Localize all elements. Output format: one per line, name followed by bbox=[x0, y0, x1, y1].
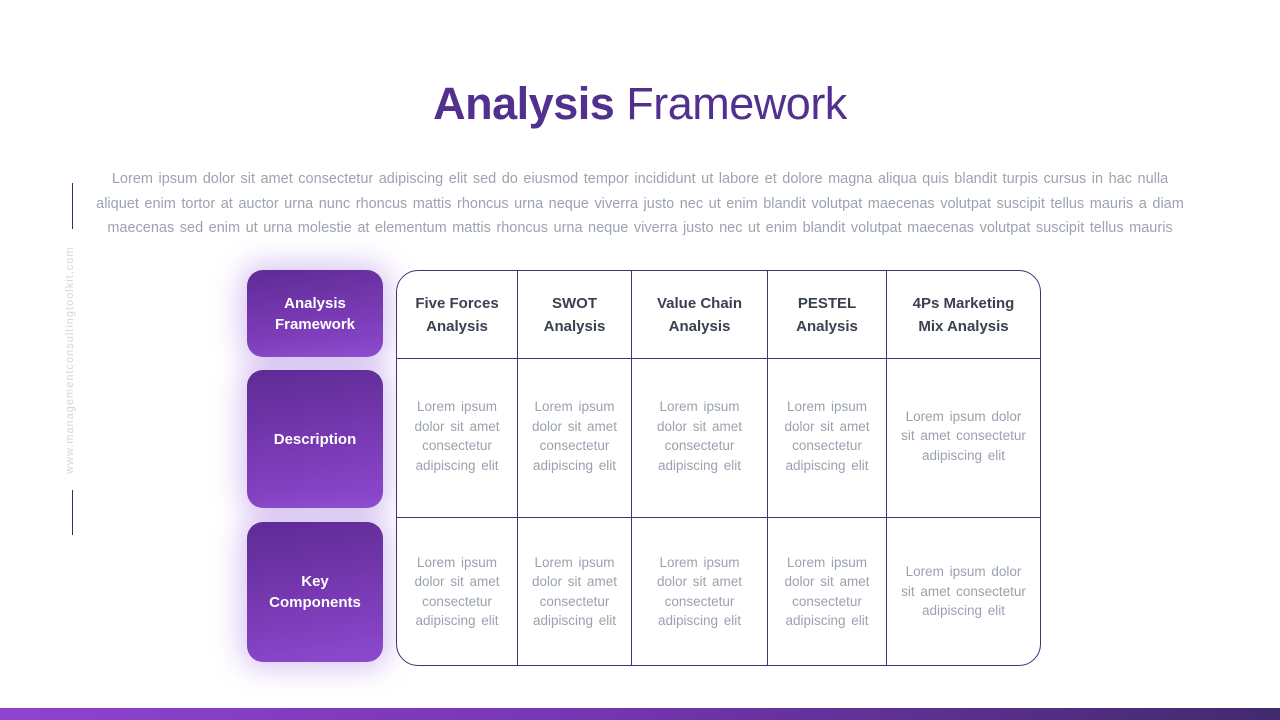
intro-line: Lorem ipsum dolor sit amet consectetur adipiscing elit sed do eiusmod tempor incididunt ut labore et dolore magna aliqua quis blandit turpis cursus in hac nulla bbox=[111, 171, 1169, 187]
cell-text: Lorem ipsum dolor sit amet consectetur adipiscing elit bbox=[901, 408, 1026, 463]
intro-line: aliquet enim tortor at auctor urna nunc rhoncus mattis rhoncus urna neque viverra justo nec ut enim blandit volutpat maecenas volutpat suscipit tellus mauris a diam bbox=[96, 195, 1184, 212]
row-label-text: Key Components bbox=[269, 573, 361, 611]
footer-accent-bar bbox=[0, 708, 1280, 720]
cell-text: Lorem ipsum dolor sit amet consectetur adipiscing elit bbox=[784, 399, 870, 473]
column-header-swot: SWOT Analysis bbox=[518, 271, 632, 359]
cell-text: Lorem ipsum dolor sit amet consectetur adipiscing elit bbox=[531, 554, 618, 628]
cell-text: Lorem ipsum dolor sit amet consectetur adipiscing elit bbox=[531, 399, 618, 473]
cell-text: Lorem ipsum dolor sit amet consectetur adipiscing elit bbox=[656, 554, 743, 628]
page-title-emphasis: Analysis bbox=[433, 78, 615, 129]
cell-text: Lorem ipsum dolor sit amet consectetur adipiscing elit bbox=[901, 564, 1026, 619]
table-cell bbox=[518, 359, 632, 518]
cell-text: Lorem ipsum dolor sit amet consectetur adipiscing elit bbox=[784, 554, 870, 628]
column-header-4ps: 4Ps Marketing Mix Analysis bbox=[887, 271, 1040, 359]
table-cell bbox=[397, 518, 518, 665]
watermark-rule-bottom bbox=[72, 490, 73, 535]
intro-line: maecenas sed enim ut urna molestie at elementum mattis rhoncus urna neque viverra justo nec ut enim blandit volutpat maecenas volutpat suscipit tellus mauris bbox=[107, 220, 1173, 236]
table-cell bbox=[632, 518, 768, 665]
framework-table bbox=[396, 270, 1041, 666]
cell-text: Lorem ipsum dolor sit amet consectetur adipiscing elit bbox=[414, 399, 500, 473]
table-cell bbox=[768, 359, 887, 518]
row-label-description bbox=[247, 370, 383, 508]
watermark-url: www.managementconsultingtoolkit.com bbox=[64, 246, 76, 474]
row-label-text: Analysis Framework bbox=[274, 294, 356, 333]
intro-paragraph bbox=[0, 167, 1280, 241]
row-label-text: Description bbox=[273, 430, 357, 448]
table-cell bbox=[518, 518, 632, 665]
column-header-value-chain: Value Chain Analysis bbox=[632, 271, 768, 359]
row-label-analysis-framework bbox=[247, 270, 383, 357]
table-cell bbox=[397, 359, 518, 518]
table-cell bbox=[887, 359, 1040, 518]
watermark-rule-top bbox=[72, 183, 73, 229]
table-cell bbox=[632, 359, 768, 518]
row-label-key-components bbox=[247, 522, 383, 662]
cell-text: Lorem ipsum dolor sit amet consectetur adipiscing elit bbox=[656, 399, 743, 473]
table-cell bbox=[768, 518, 887, 665]
page-title bbox=[0, 78, 1280, 130]
cell-text: Lorem ipsum dolor sit amet consectetur adipiscing elit bbox=[414, 554, 500, 628]
page-title-rest: Framework bbox=[614, 78, 847, 129]
table-cell bbox=[887, 518, 1040, 665]
column-header-five-forces: Five Forces Analysis bbox=[397, 271, 518, 359]
column-header-pestel: PESTEL Analysis bbox=[768, 271, 887, 359]
